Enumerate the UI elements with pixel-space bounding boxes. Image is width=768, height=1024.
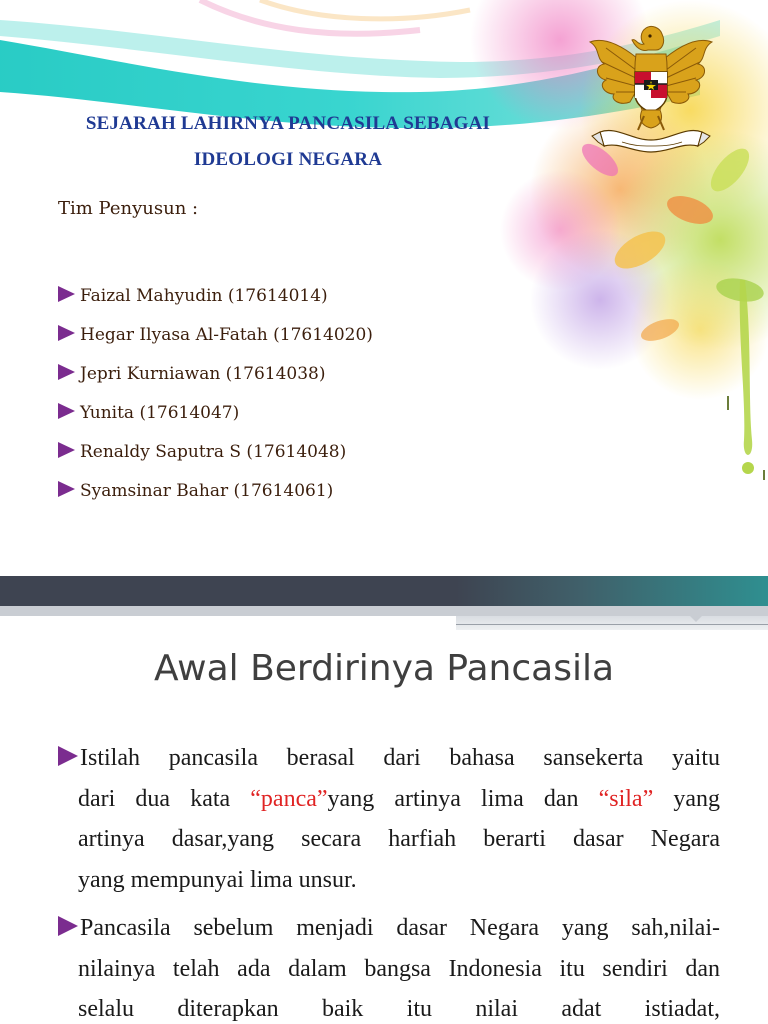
- member-list: [58, 276, 373, 510]
- paragraph-2: [58, 908, 720, 1024]
- divider: [456, 624, 768, 625]
- arrow-bullet-icon: [58, 442, 75, 458]
- arrow-bullet-icon: [58, 364, 75, 380]
- arrow-bullet-icon: [58, 916, 78, 936]
- arrow-bullet-icon: [58, 481, 75, 497]
- arrow-bullet-icon: [58, 403, 75, 419]
- paragraph-line: selalu diterapkan baik itu nilai adat istiadat,: [78, 996, 720, 1022]
- arrow-bullet-icon: [58, 325, 75, 341]
- paragraph-line: nilainya telah ada dalam bangsa Indonesia itu sendiri dan: [78, 955, 720, 982]
- paragraph-line: Istilah pancasila berasal dari bahasa sansekerta yaitu: [58, 738, 720, 779]
- list-item: Syamsinar Bahar (17614061): [58, 471, 373, 510]
- paragraph-line: artinya dasar,yang secara harfiah berarti dasar Negara: [78, 826, 720, 852]
- slide-2: [0, 576, 768, 1024]
- header-notch: [690, 616, 702, 622]
- garuda-emblem-icon: [586, 18, 716, 160]
- arrow-bullet-icon: [58, 286, 75, 302]
- slide-2-title: Awal Berdirinya Pancasila: [153, 648, 615, 689]
- paragraph-line: dari dua kata “panca”yang artinya lima dan “sila” yang: [78, 785, 720, 812]
- header-accent-bar: [456, 576, 768, 606]
- paragraph-line: Pancasila sebelum menjadi dasar Negara yang sah,nilai-: [58, 908, 720, 949]
- slide-title: [0, 106, 576, 178]
- title-line-2: IDEOLOGI NEGARA: [193, 149, 383, 170]
- header-sub-bar: [0, 606, 768, 616]
- highlight-panca: “panca”: [250, 785, 328, 812]
- list-item: Jepri Kurniawan (17614038): [58, 354, 373, 393]
- list-item: Renaldy Saputra S (17614048): [58, 432, 373, 471]
- arrow-bullet-icon: [58, 746, 78, 766]
- paragraph-line: yang mempunyai lima unsur.: [78, 866, 357, 893]
- list-item: Yunita (17614047): [58, 393, 373, 432]
- highlight-sila: “sila”: [598, 785, 654, 812]
- header-accent-sub-bar: [456, 616, 768, 630]
- title-line-1: SEJARAH LAHIRNYA PANCASILA SEBAGAI: [85, 113, 491, 134]
- list-item: Faizal Mahyudin (17614014): [58, 276, 373, 315]
- paragraph-1: [58, 738, 720, 900]
- team-label: Tim Penyusun :: [58, 198, 199, 219]
- list-item: Hegar Ilyasa Al-Fatah (17614020): [58, 315, 373, 354]
